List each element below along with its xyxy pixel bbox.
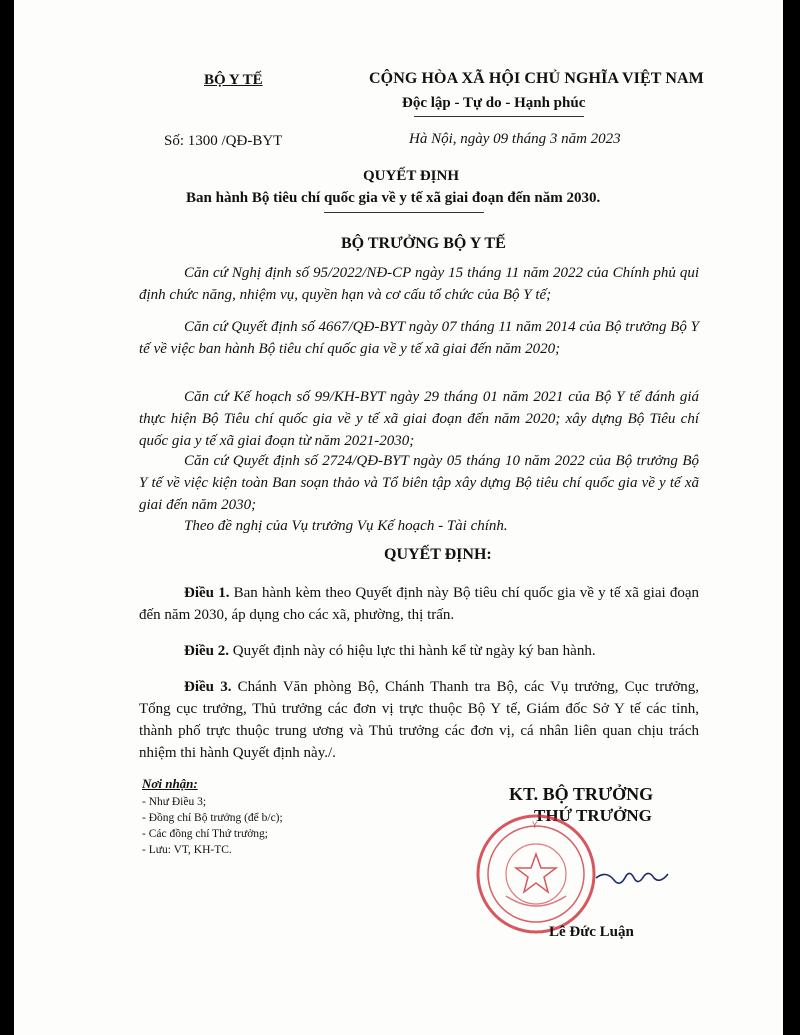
republic-name: CỘNG HÒA XÃ HỘI CHỦ NGHĨA VIỆT NAM <box>369 70 704 87</box>
basis-text: Căn cứ Quyết định số 2724/QĐ-BYT ngày 05 tháng 10 năm 2022 của Bộ trưởng Bộ Y tế về việc kiện toàn Ban soạn thảo và Tổ biên tập xây dựng Bộ tiêu chí quốc gia về y tế xã giai đến năm 2030; <box>139 453 699 513</box>
article-text: Ban hành kèm theo Quyết định này Bộ tiêu chí quốc gia về y tế xã giai đoạn đến năm 2030, áp dụng cho các xã, phường, thị trấn. <box>139 585 699 623</box>
recipient-item: - Các đồng chí Thứ trưởng; <box>142 828 268 840</box>
document-type: QUYẾT ĐỊNH <box>363 168 459 184</box>
signer-name: Lê Đức Luận <box>549 924 634 940</box>
basis-paragraph <box>139 386 699 452</box>
basis-paragraph <box>139 316 699 360</box>
article-label: Điều 3. <box>184 679 232 695</box>
article-text: Chánh Văn phòng Bộ, Chánh Thanh tra Bộ, các Vụ trưởng, Cục trưởng, Tổng cục trưởng, Thủ trưởng các đơn vị trực thuộc Bộ Y tế, Giám đốc Sở Y tế các tỉnh, thành phố trực thuộc trung ương và Thủ trưởng các đơn vị, cá nhân liên quan chịu trách nhiệm thi hành Quyết định này./. <box>139 679 700 761</box>
basis-paragraph <box>139 262 699 306</box>
handwritten-signature-icon <box>594 860 684 900</box>
document-number: Số: 1300 /QĐ-BYT <box>164 133 283 149</box>
basis-text: Căn cứ Nghị định số 95/2022/NĐ-CP ngày 15 tháng 11 năm 2022 của Chính phủ qui định chức năng, nhiệm vụ, quyền hạn và cơ cấu tổ chức của Bộ Y tế; <box>139 265 699 303</box>
basis-text: Căn cứ Quyết định số 4667/QĐ-BYT ngày 07 tháng 11 năm 2014 của Bộ trưởng Bộ Y tế về việc ban hành Bộ tiêu chí quốc gia về y tế xã giai đến năm 2020; <box>139 319 699 357</box>
signature-position: THỨ TRƯỞNG <box>534 806 652 825</box>
basis-paragraph <box>139 515 699 537</box>
recipient-item: - Đồng chí Bộ trưởng (để b/c); <box>142 812 283 824</box>
article-2 <box>139 640 699 662</box>
motto-underline <box>414 116 584 117</box>
document-page <box>14 0 783 1035</box>
basis-paragraph <box>139 450 699 516</box>
article-label: Điều 2. <box>184 643 229 659</box>
article-label: Điều 1. <box>184 585 230 601</box>
ministry-name: BỘ Y TẾ <box>204 72 263 88</box>
national-motto: Độc lập - Tự do - Hạnh phúc <box>402 95 586 111</box>
signature-authority: KT. BỘ TRƯỞNG <box>509 784 654 804</box>
recipients-title: Nơi nhận: <box>142 776 198 791</box>
article-text: Quyết định này có hiệu lực thi hành kể từ ngày ký ban hành. <box>229 643 596 659</box>
decision-heading: QUYẾT ĐỊNH: <box>384 546 492 563</box>
basis-text: Theo đề nghị của Vụ trưởng Vụ Kế hoạch - Tài chính. <box>184 518 508 534</box>
svg-text:Y: Y <box>532 821 538 831</box>
document-subject: Ban hành Bộ tiêu chí quốc gia về y tế xã giai đoạn đến năm 2030. <box>186 190 601 206</box>
recipient-item: - Lưu: VT, KH-TC. <box>142 844 232 856</box>
basis-text: Căn cứ Kế hoạch số 99/KH-BYT ngày 29 tháng 01 năm 2021 của Bộ Y tế đánh giá thực hiện Bộ Tiêu chí quốc gia về y tế xã giai đoạn đến năm 2020; xây dựng Bộ Tiêu chí quốc gia y tế xã giai đoạn từ năm 2021-2030; <box>139 389 699 449</box>
article-3 <box>139 676 699 764</box>
document-date: Hà Nội, ngày 09 tháng 3 năm 2023 <box>409 131 621 147</box>
recipient-item: - Như Điều 3; <box>142 796 207 808</box>
issuer-title: BỘ TRƯỞNG BỘ Y TẾ <box>341 235 506 252</box>
article-1 <box>139 582 699 626</box>
subject-underline <box>324 212 484 213</box>
